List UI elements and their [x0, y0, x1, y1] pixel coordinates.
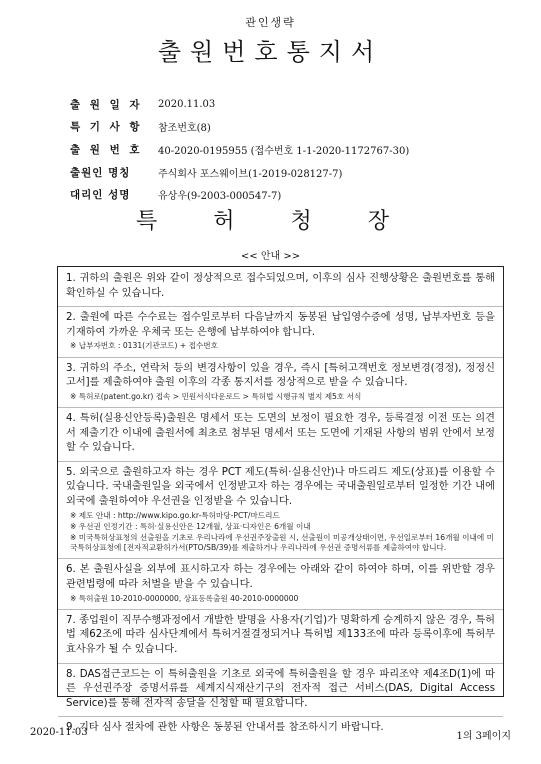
notice-text: 2. 출원에 따른 수수료는 접수일로부터 다음날까지 동봉된 납입영수증에 성명, 납부자번호 등을 기재하여 가까운 우체국 또는 은행에 납부하여야 합니다.: [66, 312, 495, 338]
notice-item: [66, 614, 495, 658]
divider: [58, 461, 503, 462]
notice-text: 3. 귀하의 주소, 연락처 등의 변경사항이 있을 경우, 즉시 [특허고객번호 정보변경(경정), 정정신고서]를 제출하여야 출원 이후의 각종 통지서를 정상적으로 받을 수 있습니다.: [66, 362, 495, 389]
divider: [58, 558, 503, 559]
notice-text: 9. 기타 심사 절차에 관한 사항은 동봉된 안내서를 참조하시기 바랍니다.: [66, 722, 384, 734]
info-label: 특 기 사 항: [70, 121, 143, 134]
notice-text: 4. 특허(실용신안등록)출원은 명세서 또는 도면의 보정이 필요한 경우, 등록결정 이전 또는 의견서 제출기간 이내에 출원서에 최초로 첨부된 명세서 또는 도면에 기재된 사항의 범위 안에서 보정할 수 있습니다.: [66, 412, 495, 454]
divider: [58, 716, 503, 717]
notice-note: ※ 납부자번호 : 0131(기관코드) + 접수번호: [70, 341, 218, 351]
divider: [58, 609, 503, 610]
notice-note: ※ 특허로(patent.go.kr) 접속 > 민원서식다운로드 > 특허법 시행규칙 별지 제5호 서식: [70, 391, 362, 401]
notice-note: ※ 미국특허상표청의 선출원을 기초로 우리나라에 우선권주장출원 시, 선출원이 미공개상태이면, 우선일로부터 16개월 이내에 미국특허상표청에 [전자적교환허가서(PTO/SB/39)를 제출하거나 우리나라에 우선권 증명서류를 제출하여야 합니다.: [70, 532, 494, 553]
notice-text: 1. 귀하의 출원은 위와 같이 정상적으로 접수되었으며, 이후의 심사 진행상황은 출원번호를 통해 확인하실 수 있습니다.: [66, 273, 495, 299]
info-value: 40-2020-0195955 (접수번호 1-1-2020-1172767-30): [158, 145, 410, 157]
document-subtitle: 관인생략: [245, 16, 296, 29]
info-row-agent: [70, 183, 510, 206]
footer-date: 2020-11-03: [30, 727, 88, 738]
divider: [58, 407, 503, 408]
info-value: 유상우(9-2003-000547-7): [158, 191, 282, 203]
notice-text: 8. DAS접근코드는 이 특허출원을 기초로 외국에 특허출원을 할 경우 파리조약 제4조D(1)에 따른 우선권주장 증명서류를 세계지식재산기구의 전자적 접근 서비스(DAS, Digital Access Service)를 통해 전자적 송달을 신청할 때 필요합니다.: [66, 668, 495, 709]
info-label: 대리인 성명: [70, 189, 131, 202]
notice-item: [66, 311, 495, 351]
notice-item: [66, 721, 495, 736]
page-number: 1의 3페이지: [456, 731, 511, 742]
divider: [58, 306, 503, 307]
notice-item: [66, 563, 495, 603]
issuer-name: 특허청장: [135, 209, 445, 234]
info-label: 출 원 일 자: [70, 98, 143, 111]
notice-item: [66, 272, 495, 301]
notice-note: ※ 제도 안내 : http://www.kipo.go.kr-특허마당-PCT/마드리드: [70, 510, 280, 520]
info-value: 참조번호(8): [158, 123, 211, 135]
notice-item: [66, 362, 495, 402]
info-label: 출 원 번 호: [70, 143, 143, 156]
notice-item: [66, 668, 495, 712]
divider: [58, 663, 503, 664]
divider: [58, 357, 503, 358]
info-value: 주식회사 포스웨이브(1-2019-028127-7): [158, 168, 343, 180]
notice-note: ※ 특허출원 10-2010-0000000, 상표등록출원 40-2010-0000000: [70, 593, 299, 603]
notice-item: [66, 466, 495, 554]
info-row-application-number: [70, 138, 510, 161]
info-row-applicant: [70, 161, 510, 184]
notice-box: [57, 266, 504, 734]
application-info: [70, 93, 510, 206]
info-row-filing-date: [70, 93, 510, 116]
info-value: 2020.11.03: [158, 98, 216, 110]
notice-note: ※ 우선권 인정기간 : 특허·실용신안은 12개월, 상표·디자인은 6개월 이내: [70, 521, 311, 531]
info-row-remarks: [70, 116, 510, 139]
notice-item: [66, 412, 495, 456]
notice-text: 7. 종업원이 직무수행과정에서 개발한 발명을 사용자(기업)가 명확하게 승계하지 않은 경우, 특허법 제62조에 따라 심사단계에서 특허거절결정되거나 특허법 제133조에 따라 등록이후에 특허무효사유가 될 수 있습니다.: [66, 614, 495, 655]
info-label: 출원인 명칭: [70, 166, 131, 179]
notice-text: 6. 본 출원사실을 외부에 표시하고자 하는 경우에는 아래와 같이 하여야 하며, 이를 위반할 경우 관련법령에 따라 처벌을 받을 수 있습니다.: [66, 564, 495, 590]
notice-text: 5. 외국으로 출원하고자 하는 경우 PCT 제도(특허·실용신안)나 마드리드 제도(상표)를 이용할 수 있습니다. 국내출원일을 외국에서 인정받고자 하는 경우에는 국내출원일로부터 일정한 기간 내에 외국에 출원하여야 우선권을 인정받을 수 있습니다.: [66, 466, 495, 507]
guide-label: << 안내 >>: [240, 251, 301, 262]
document-title: 출원번호통지서: [157, 38, 384, 66]
